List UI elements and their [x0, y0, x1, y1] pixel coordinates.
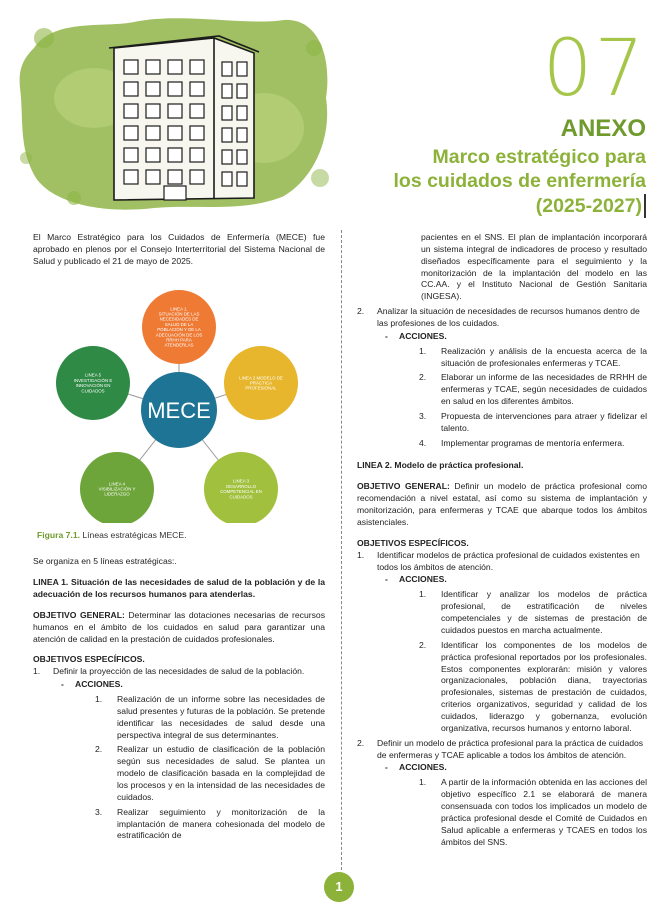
- list-item: [357, 550, 647, 735]
- window-shape: [124, 60, 138, 74]
- acciones-list: [377, 777, 647, 848]
- list-item: 2. Realizar un estudio de clasificación de la población según sus necesidades de salud. Se plantea un modelo de clasificación basada en la complejidad de los procesos y en la intensidad de las necesidades de cuidados.: [95, 744, 325, 802]
- window-shape: [222, 84, 232, 98]
- chapter-title-line2: los cuidados de enfermería: [393, 170, 646, 193]
- window-shape: [190, 126, 204, 140]
- acciones-label: - ACCIONES.: [385, 574, 447, 585]
- chapter-title-line1: Marco estratégico para: [432, 146, 646, 169]
- window-shape: [124, 148, 138, 162]
- item-text: Identificar modelos de práctica profesional de cuidados existentes en todos los ámbitos de atención.: [377, 549, 640, 572]
- list-item: 1. Realización y análisis de la encuesta acerca de la situación de profesionales enfermeras y TCAE.: [419, 345, 647, 368]
- acciones-continuation: [357, 232, 647, 303]
- window-shape: [146, 170, 160, 184]
- item-number: 1.: [33, 666, 41, 677]
- item-number: 1.: [357, 549, 365, 560]
- figure-caption-text: Líneas estratégicas MECE.: [79, 530, 187, 541]
- list-item: 1. A partir de la información obtenida en las acciones del objetivo específico 2.1 se elaborará de manera consensuada con todos los implicados un modelo de práctica profesional desde el Comité de Cuidados en Salud aplicable a enfermeras y TCAES en todos los ámbitos del SNS.: [419, 777, 647, 847]
- list-item: 2. Identificar los componentes de los modelos de práctica profesional reportados por los profesionales. Estos componentes explorarán: misión y valores organizacionales, población diana, trayectorias profesionales, sistemas de prestación de cuidados, criterios organizativos, seguridad y calidad de los cuidados, liderazgo y gobernanza, evolución organizativa, recursos humanos y entorno laboral.: [419, 639, 647, 733]
- window-shape: [222, 150, 232, 164]
- window-shape: [237, 150, 247, 164]
- diagram-node: [142, 290, 216, 364]
- list-item: 3. Propuesta de intervenciones para atraer y fidelizar el talento.: [419, 411, 647, 433]
- window-shape: [168, 104, 182, 118]
- diagram-node-label: LINEA 2 MODELO DE PRÁCTICA PROFESIONAL: [239, 374, 283, 391]
- linea1-title: LINEA 1. Situación de las necesidades de salud de la población y de la adecuación de los recursos humanos para atenderlas.: [33, 577, 325, 600]
- item-number: 2.: [357, 306, 365, 317]
- mece-diagram: [33, 285, 325, 523]
- window-shape: [146, 60, 160, 74]
- window-shape: [168, 82, 182, 96]
- window-shape: [190, 60, 204, 74]
- window-shape: [124, 126, 138, 140]
- list-item: 3. Realizar seguimiento y monitorización de la implantación de manera cohesionada del modelo de estratificación de: [95, 806, 325, 841]
- linea1-objetivo: [33, 610, 325, 646]
- window-shape: [237, 172, 247, 186]
- window-shape: [168, 60, 182, 74]
- mece-center-label: MECE: [147, 397, 211, 423]
- mece-center: [141, 372, 217, 448]
- column-divider: [341, 230, 342, 870]
- building-illustration: [14, 8, 334, 218]
- chapter-header: [393, 24, 646, 218]
- window-shape: [146, 104, 160, 118]
- window-shape: [124, 104, 138, 118]
- linea1-objetivo-label: OBJETIVO GENERAL:: [33, 609, 125, 620]
- acciones-label: - ACCIONES.: [385, 330, 447, 341]
- window-shape: [124, 82, 138, 96]
- diagram-node: [204, 452, 278, 523]
- window-shape: [222, 172, 232, 186]
- list-item: 1. Identificar y analizar los modelos de práctica profesional, de estratificación de niveles competenciales y de sistemas de prestación de cuidados puestos en marcha actualmente.: [419, 589, 647, 635]
- linea2-objetivo-text: Definir un modelo de práctica profesional como recomendación a nivel estatal, así como su sistema de implantación y monitorización, para enfermeras y TCAE que abarque todos los ámbitos asistenciales.: [357, 481, 647, 528]
- door-shape: [164, 186, 186, 200]
- window-shape: [237, 62, 247, 76]
- diagram-node: [80, 452, 154, 523]
- window-shape: [168, 170, 182, 184]
- window-shape: [146, 148, 160, 162]
- diagram-node: [56, 346, 130, 420]
- linea2-objetivo-label: OBJETIVO GENERAL:: [357, 481, 450, 492]
- item-text: Analizar la situación de necesidades de recursos humanos dentro de las profesiones de los cuidados.: [377, 306, 640, 329]
- list-item: [33, 666, 325, 842]
- linea2-objectives-list: [357, 550, 647, 849]
- window-shape: [237, 128, 247, 142]
- window-shape: [222, 106, 232, 120]
- linea1-especificos-label: OBJETIVOS ESPECÍFICOS.: [33, 654, 145, 665]
- acciones-label: - ACCIONES.: [61, 679, 123, 690]
- list-item: [357, 738, 647, 849]
- list-item: 4. Implementar programas de mentoría enfermera.: [419, 437, 625, 448]
- window-shape: [146, 82, 160, 96]
- linea2-objetivo: [357, 481, 647, 528]
- diagram-node-label: LINEA 5 INVESTIGACIÓN E INNOVACIÓN EN CUIDADOS: [73, 372, 113, 393]
- window-shape: [168, 126, 182, 140]
- linea2-especificos-label: OBJETIVOS ESPECÍFICOS.: [357, 537, 469, 548]
- window-shape: [222, 128, 232, 142]
- diagram-node-label: LINEA 1. SITUACIÓN DE LAS NECESIDADES DE SALUD DE LA POBLACIÓN Y DE LA ADECUACIÓN DE LOS RRHH PARA ATENDERLAS: [155, 305, 203, 348]
- item-text: Definir un modelo de práctica profesional para la práctica de cuidados de enfermeras y TCAE aplicable a todos los ámbitos de atención.: [377, 737, 644, 760]
- page-number: 1: [324, 872, 354, 902]
- window-shape: [124, 170, 138, 184]
- figure-caption: [37, 530, 325, 542]
- diagram-node-label: LINEA 4 VISIBILIZACIÓN Y LIDERAZGO: [98, 480, 136, 497]
- acciones-list: [377, 589, 647, 734]
- linea1-objectives-list: [33, 666, 325, 842]
- window-shape: [237, 84, 247, 98]
- right-column: [357, 230, 647, 854]
- list-item: 2. Elaborar un informe de las necesidades de RRHH de enfermeras y TCAE, según necesidades de cuidados en salud en los diferentes ámbitos.: [419, 372, 647, 407]
- item-text: Definir la proyección de las necesidades de salud de la población.: [53, 666, 305, 677]
- left-column: [33, 232, 325, 848]
- window-shape: [222, 62, 232, 76]
- window-shape: [190, 170, 204, 184]
- list-item: pacientes en el SNS. El plan de implantación incorporará un sistema integral de indicadores de proceso y resultado diseñados específicamente para el seguimiento y la monitorización de la implantación del modelo en las CC.AA. y el Instituto Nacional de Gestión Sanitaria (INGESA).: [421, 232, 647, 302]
- acciones-list: [377, 346, 647, 450]
- diagram-node: [224, 346, 298, 420]
- chapter-number: 07: [542, 24, 646, 114]
- acciones-label: - ACCIONES.: [385, 762, 447, 773]
- acciones-list: [53, 694, 325, 842]
- window-shape: [146, 126, 160, 140]
- window-shape: [190, 148, 204, 162]
- linea1-objetivo-text: Determinar las dotaciones necesarias de recursos humanos en el ámbito de los cuidados en salud para garantizar una atención de calidad en la prestación de cuidados profesionales.: [33, 609, 325, 644]
- annex-label: ANEXO: [560, 115, 646, 142]
- window-shape: [168, 148, 182, 162]
- window-shape: [190, 82, 204, 96]
- linea1-objectives-list-cont: [357, 306, 647, 449]
- list-item: [357, 306, 647, 449]
- figure-caption-label: Figura 7.1.: [37, 530, 80, 541]
- linea2-title: LINEA 2. Modelo de práctica profesional.: [357, 459, 524, 470]
- item-number: 2.: [357, 737, 365, 748]
- chapter-title-line3: (2025-2027): [393, 194, 646, 218]
- window-shape: [190, 104, 204, 118]
- intro-paragraph: El Marco Estratégico para los Cuidados de Enfermería (MECE) fue aprobado en plenos por el Consejo Interterritorial del Sistema Nacional de Salud y publicado el 21 de mayo de 2025.: [33, 232, 325, 266]
- diagram-node-label: LINEA 3 DESARROLLO COMPETENCIAL EN CUIDADOS: [220, 478, 262, 499]
- list-item: 1. Realización de un informe sobre las necesidades de salud presentes y futuras de la población. Se pretende identificar las necesidades de salud desde una perspectiva integral de sus determinantes.: [95, 694, 325, 740]
- window-shape: [237, 106, 247, 120]
- organiza-text: Se organiza en 5 líneas estratégicas:.: [33, 556, 177, 567]
